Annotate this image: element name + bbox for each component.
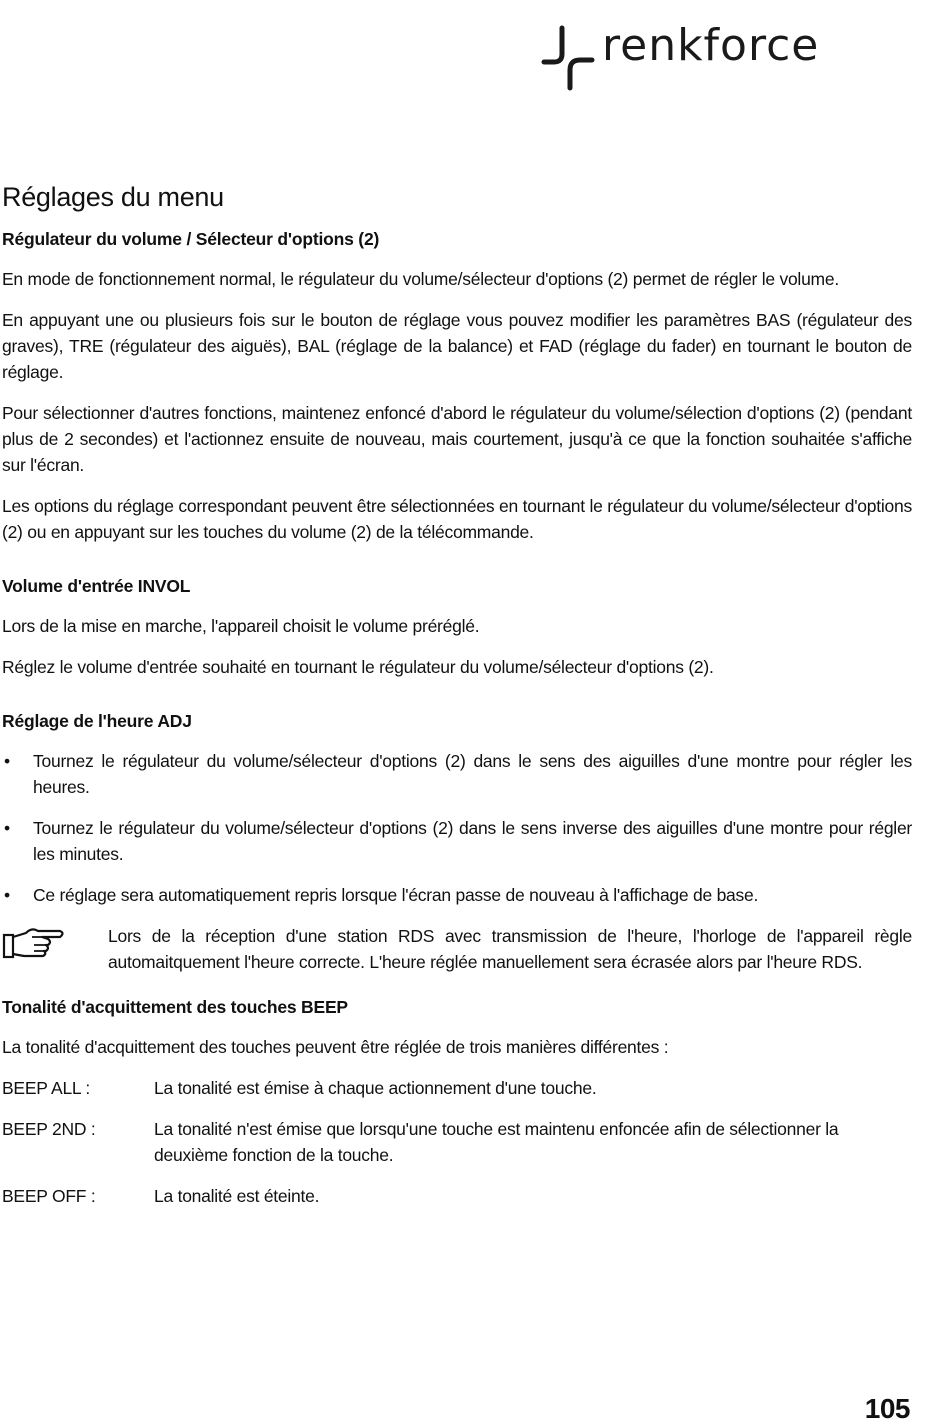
bullet-marker: • (4, 885, 10, 905)
definition-term: BEEP ALL : (2, 1078, 90, 1098)
volume-paragraph-2: En appuyant une ou plusieurs fois sur le bouton de réglage vous pouvez modifier les paramètres BAS (régulateur des graves), TRE (régulateur des aiguës), BAL (réglage de la balance) et FAD (réglage du fader) en tournant le bouton de réglage. (2, 310, 912, 382)
volume-heading: Régulateur du volume / Sélecteur d'options (2) (2, 229, 380, 249)
beep-intro: La tonalité d'acquittement des touches peuvent être réglée de trois manières différentes : (2, 1037, 669, 1057)
definition-description: La tonalité est émise à chaque actionnement d'une touche. (154, 1078, 597, 1098)
definition-row (2, 1183, 912, 1209)
list-item-text: Tournez le régulateur du volume/sélecteur d'options (2) dans le sens inverse des aiguilles d'une montre pour régler les minutes. (33, 818, 912, 864)
page-number: 105 (864, 1393, 910, 1424)
volume-paragraph-3: Pour sélectionner d'autres fonctions, maintenez enfoncé d'abord le régulateur du volume/sélection d'options (2) (pendant plus de 2 secondes) et l'actionnez ensuite de nouveau, mais courtement, jusqu'à ce que la fonction souhaitée s'affiche sur l'écran. (2, 403, 912, 475)
definition-description: La tonalité n'est émise que lorsqu'une touche est maintenu enfoncée afin de sélectionner la deuxième fonction de la touche. (154, 1119, 839, 1165)
list-item (2, 815, 912, 867)
renkforce-logo (540, 22, 910, 92)
definition-row (2, 1075, 912, 1101)
page-content (0, 182, 912, 1224)
page-title: Réglages du menu (2, 182, 224, 212)
definition-term: BEEP OFF : (2, 1186, 96, 1206)
adj-heading: Réglage de l'heure ADJ (2, 711, 192, 731)
definition-description: La tonalité est éteinte. (154, 1186, 320, 1206)
volume-paragraph-1: En mode de fonctionnement normal, le régulateur du volume/sélecteur d'options (2) permet de régler le volume. (2, 269, 839, 289)
invol-heading: Volume d'entrée INVOL (2, 576, 191, 596)
list-item (2, 748, 912, 800)
definition-term: BEEP 2ND : (2, 1119, 96, 1139)
note-block (0, 923, 912, 975)
bullet-marker: • (4, 751, 10, 771)
invol-paragraph-2: Réglez le volume d'entrée souhaité en tournant le régulateur du volume/sélecteur d'options (2). (2, 657, 714, 677)
pointing-hand-icon (2, 923, 68, 963)
bullet-marker: • (4, 818, 10, 838)
list-item-text: Ce réglage sera automatiquement repris lorsque l'écran passe de nouveau à l'affichage de base. (33, 885, 759, 905)
beep-heading: Tonalité d'acquittement des touches BEEP (2, 997, 348, 1017)
volume-paragraph-4: Les options du réglage correspondant peuvent être sélectionnées en tournant le régulateur du volume/sélecteur d'options (2) ou en appuyant sur les touches du volume (2) de la télécommande. (2, 496, 912, 542)
note-text: Lors de la réception d'une station RDS avec transmission de l'heure, l'horloge de l'appareil règle automaitquement l'heure correcte. L'heure réglée manuellement sera écrasée alors par l'heure RDS. (108, 926, 912, 972)
definition-row (2, 1116, 912, 1168)
list-item (2, 882, 912, 908)
brand-name: renkforce (602, 20, 820, 71)
renkforce-mark-icon (540, 22, 600, 92)
invol-paragraph-1: Lors de la mise en marche, l'appareil choisit le volume préréglé. (2, 616, 480, 636)
list-item-text: Tournez le régulateur du volume/sélecteur d'options (2) dans le sens des aiguilles d'une montre pour régler les heures. (33, 751, 912, 797)
